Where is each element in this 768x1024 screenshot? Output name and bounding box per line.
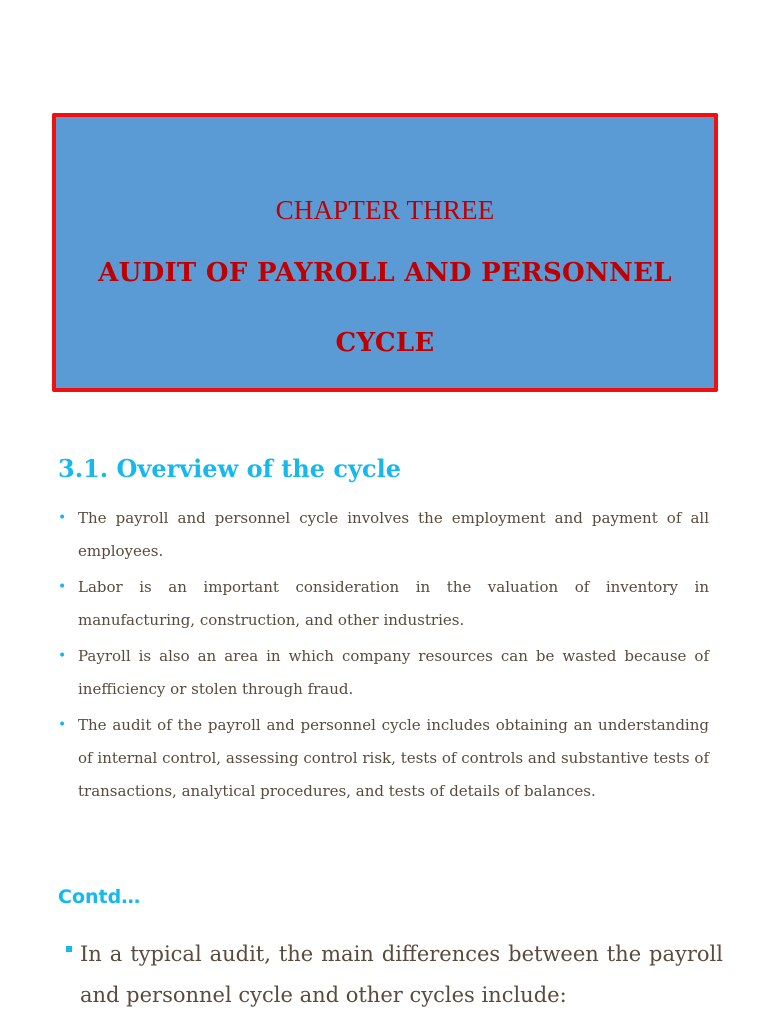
bullet-icon: • (58, 510, 67, 526)
bullet-icon: • (58, 579, 67, 595)
contd-paragraph-text: In a typical audit, the main differences between the payroll and personnel cycle and other cycles include: (80, 942, 723, 1007)
bullet-item (58, 709, 709, 808)
bullet-item (58, 640, 709, 706)
overview-bullet-list (58, 502, 709, 811)
contd-paragraph (66, 934, 723, 1016)
bullet-item (58, 502, 709, 568)
square-bullet-icon (66, 946, 72, 952)
bullet-icon: • (58, 648, 67, 664)
chapter-title-box (52, 113, 718, 392)
chapter-label: CHAPTER THREE (275, 195, 495, 225)
section-heading: 3.1. Overview of the cycle (58, 454, 401, 483)
bullet-text: The audit of the payroll and personnel cycle includes obtaining an understanding of internal control, assessing control risk, tests of controls and substantive tests of transactions, analytical procedures, and tests of details of balances. (78, 716, 709, 800)
bullet-icon: • (58, 717, 67, 733)
bullet-item (58, 571, 709, 637)
chapter-title-line-1: AUDIT OF PAYROLL AND PERSONNEL (98, 258, 672, 288)
bullet-text: The payroll and personnel cycle involves the employment and payment of all employees. (78, 509, 709, 560)
chapter-title-line-2: CYCLE (335, 328, 435, 358)
contd-heading: Contd… (58, 886, 141, 908)
bullet-text: Payroll is also an area in which company resources can be wasted because of inefficiency or stolen through fraud. (78, 647, 709, 698)
bullet-text: Labor is an important consideration in the valuation of inventory in manufacturing, construction, and other industries. (78, 578, 709, 629)
